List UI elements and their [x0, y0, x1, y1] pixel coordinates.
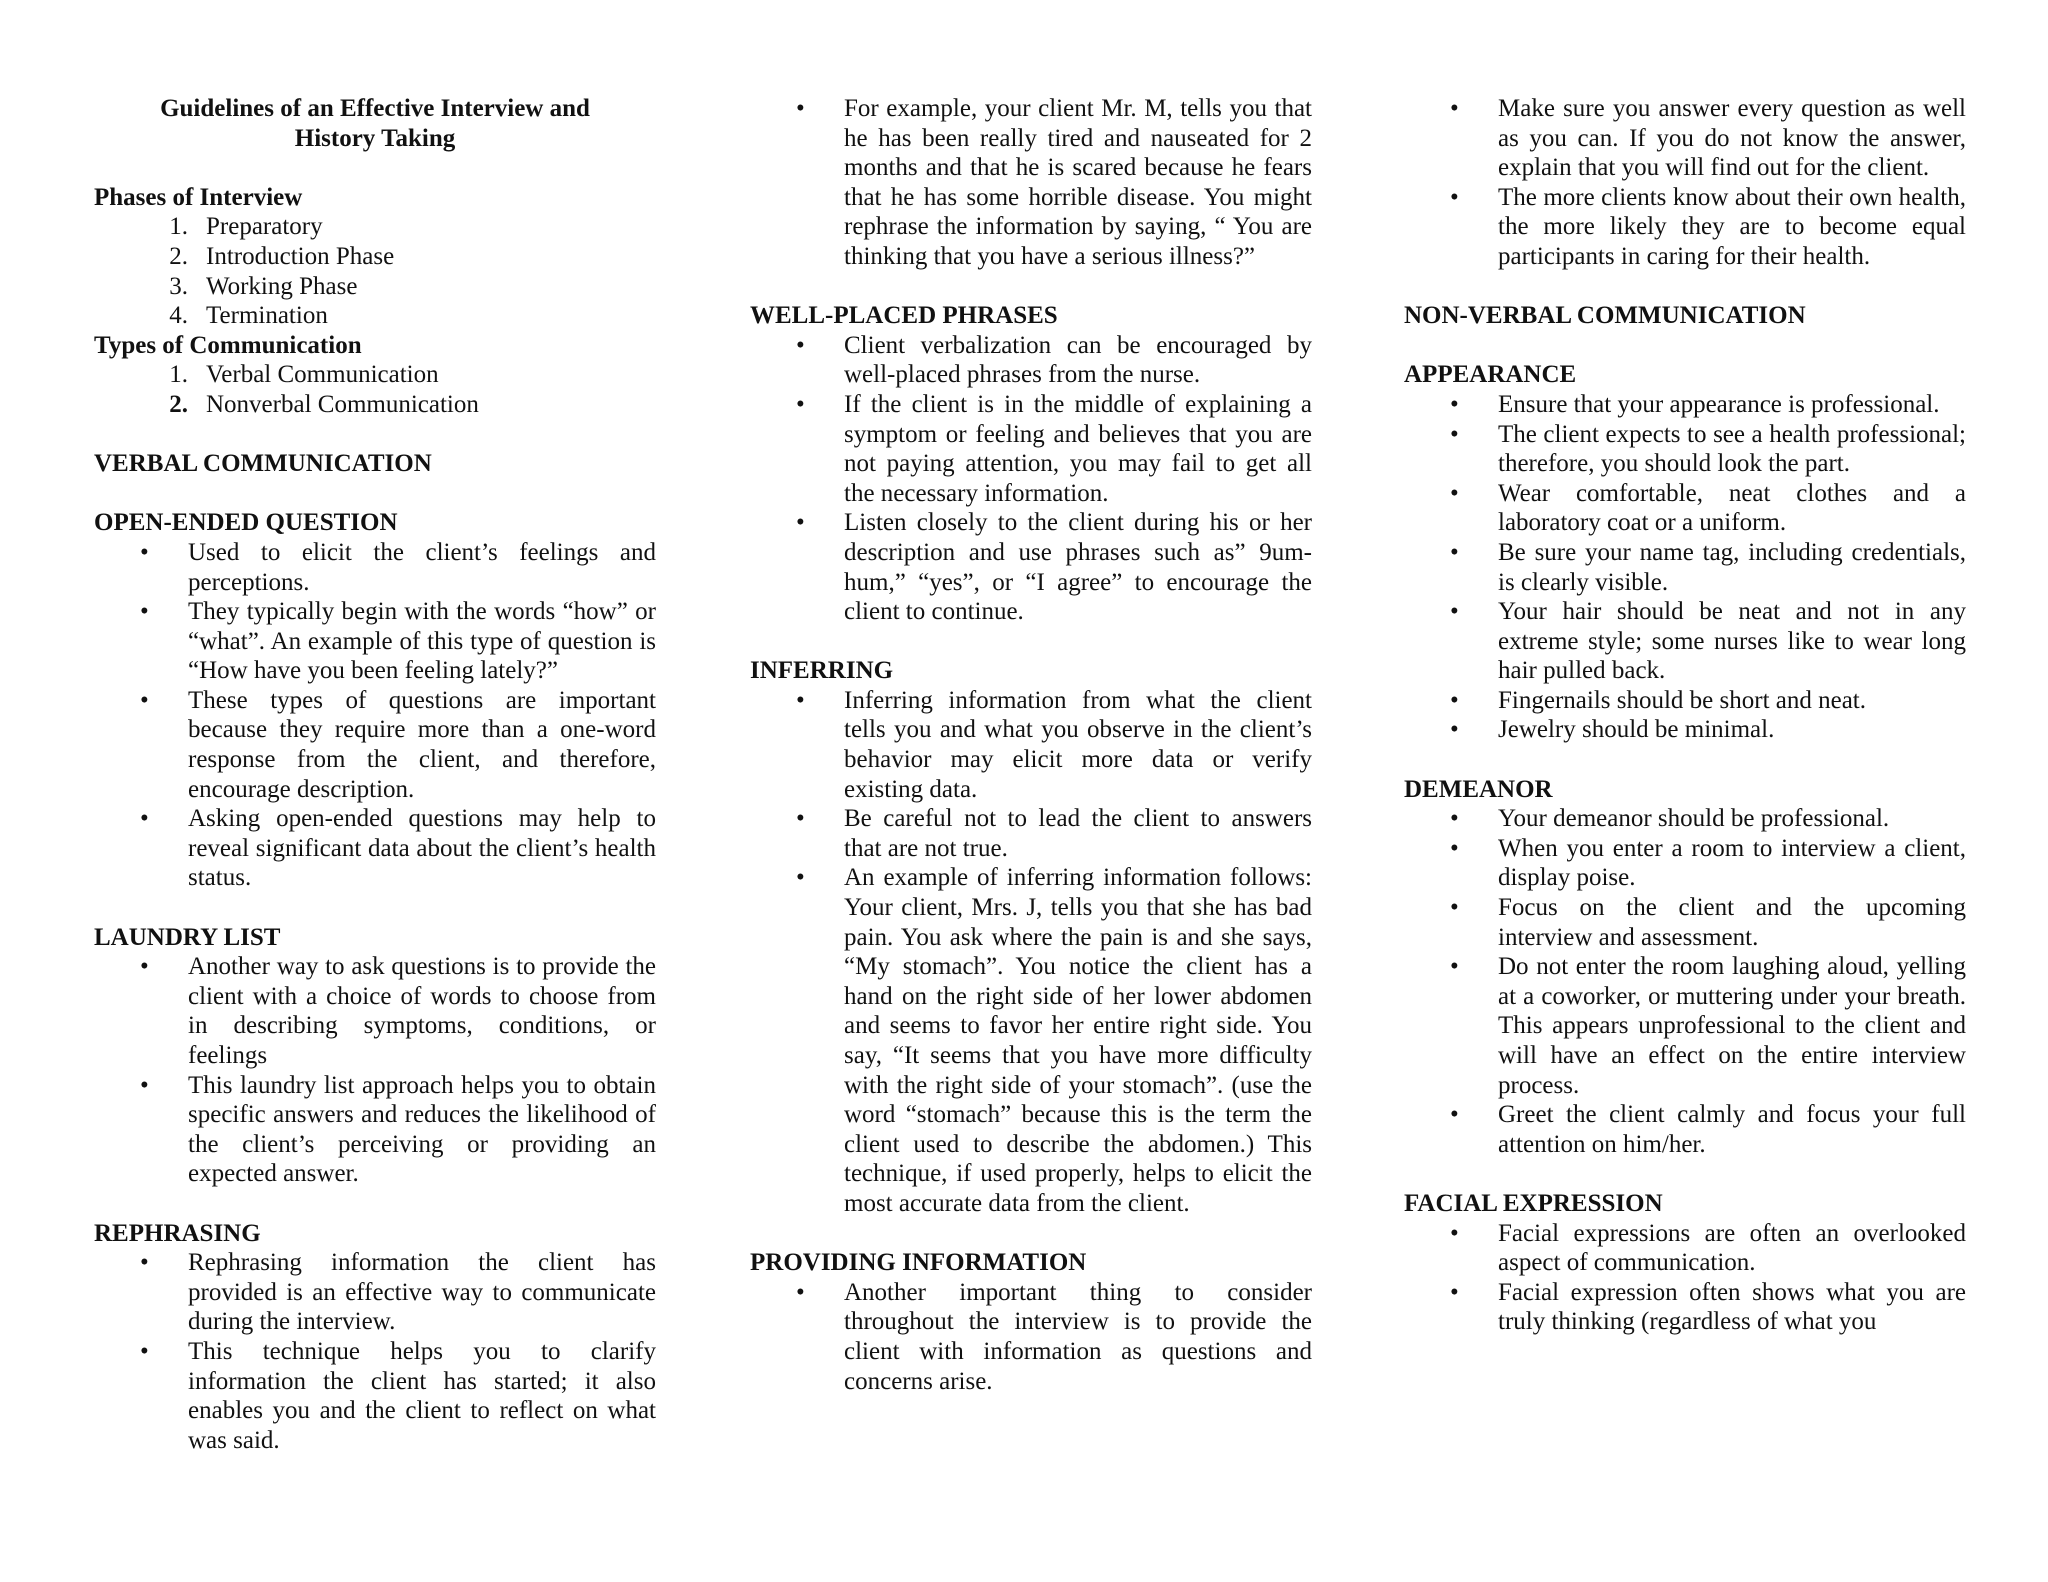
- bullet-text: Client verbalization can be encouraged by well-placed phrases from the nurse.: [844, 331, 1312, 389]
- bullet-item: [750, 686, 1312, 804]
- bullet-item: [1404, 597, 1966, 686]
- bullet-text: Ensure that your appearance is professional.: [1498, 390, 1940, 418]
- inferring-heading: INFERRING: [750, 657, 894, 685]
- bullet-icon: •: [1450, 894, 1459, 922]
- rephrasing-list: [94, 1248, 656, 1455]
- providing-continued-list: [1404, 94, 1966, 272]
- bullet-icon: •: [1450, 183, 1459, 211]
- verbal-heading: VERBAL COMMUNICATION: [94, 450, 432, 478]
- bullet-item: [750, 804, 1312, 863]
- rephrasing-heading: REPHRASING: [94, 1219, 261, 1247]
- list-number: 2.: [169, 390, 188, 418]
- bullet-icon: •: [140, 1337, 149, 1365]
- spacer: [94, 1189, 656, 1219]
- nonverbal-heading: NON-VERBAL COMMUNICATION: [1404, 302, 1806, 330]
- bullet-icon: •: [1450, 805, 1459, 833]
- bullet-text: Jewelry should be minimal.: [1498, 716, 1775, 744]
- inferring-list: [750, 686, 1312, 1219]
- bullet-text: Your demeanor should be professional.: [1498, 805, 1890, 833]
- list-item: [94, 360, 656, 390]
- bullet-text: Facial expressions are often an overlooked aspect of communication.: [1498, 1219, 1966, 1277]
- bullet-text: Used to elicit the client’s feelings and perceptions.: [188, 538, 656, 596]
- bullet-text: They typically begin with the words “how” or “what”. An example of this type of question is “How have you been feeling lately?”: [188, 598, 656, 685]
- bullet-text: Be careful not to lead the client to answers that are not true.: [844, 805, 1312, 862]
- spacer: [94, 420, 656, 450]
- bullet-icon: •: [140, 805, 149, 833]
- spacer: [1404, 745, 1966, 775]
- open-ended-list: [94, 538, 656, 893]
- list-text: Nonverbal Communication: [206, 390, 479, 418]
- bullet-icon: •: [140, 686, 149, 714]
- facial-expression-heading: FACIAL EXPRESSION: [1404, 1189, 1663, 1217]
- bullet-text: Wear comfortable, neat clothes and a laboratory coat or a uniform.: [1498, 479, 1966, 537]
- bullet-item: [94, 686, 656, 804]
- column-2: [750, 94, 1312, 1396]
- list-text: Verbal Communication: [206, 361, 439, 389]
- bullet-item: [1404, 420, 1966, 479]
- phases-heading: Phases of Interview: [94, 183, 303, 211]
- bullet-item: [1404, 94, 1966, 183]
- laundry-heading: LAUNDRY LIST: [94, 923, 281, 951]
- bullet-text: Facial expression often shows what you are truly thinking (regardless of what you: [1498, 1278, 1966, 1336]
- bullet-icon: •: [1450, 716, 1459, 744]
- bullet-item: [1404, 390, 1966, 420]
- list-text: Introduction Phase: [206, 242, 395, 270]
- rephrasing-example-list: [750, 94, 1312, 272]
- appearance-heading: APPEARANCE: [1404, 361, 1577, 389]
- spacer: [750, 272, 1312, 302]
- bullet-icon: •: [796, 686, 805, 714]
- bullet-text: Rephrasing information the client has provided is an effective way to communicate during the interview.: [188, 1249, 656, 1336]
- bullet-icon: •: [1450, 834, 1459, 862]
- bullet-item: [1404, 686, 1966, 716]
- laundry-list: [94, 952, 656, 1189]
- bullet-icon: •: [1450, 479, 1459, 507]
- spacer: [750, 627, 1312, 657]
- bullet-icon: •: [1450, 953, 1459, 981]
- bullet-item: [94, 1337, 656, 1455]
- bullet-item: [750, 390, 1312, 508]
- types-heading: Types of Communication: [94, 331, 362, 359]
- bullet-icon: •: [140, 598, 149, 626]
- bullet-icon: •: [1450, 390, 1459, 418]
- spacer: [94, 479, 656, 509]
- column-1: [94, 94, 656, 1455]
- facial-expression-list: [1404, 1219, 1966, 1337]
- bullet-text: Be sure your name tag, including credentials, is clearly visible.: [1498, 538, 1966, 596]
- list-text: Preparatory: [206, 213, 323, 241]
- bullet-item: [1404, 538, 1966, 597]
- bullet-icon: •: [140, 953, 149, 981]
- providing-list: [750, 1278, 1312, 1396]
- bullet-item: [94, 804, 656, 893]
- bullet-icon: •: [1450, 538, 1459, 566]
- bullet-text: If the client is in the middle of explaining a symptom or feeling and believes that you are not paying attention, you may fail to get all the necessary information.: [844, 390, 1312, 507]
- bullet-item: [1404, 952, 1966, 1100]
- spacer: [94, 153, 656, 183]
- bullet-text: Make sure you answer every question as well as you can. If you do not know the answer, explain that you will find out for the client.: [1498, 95, 1966, 182]
- bullet-icon: •: [1450, 1101, 1459, 1129]
- bullet-text: These types of questions are important because they require more than a one-word response from the client, and therefore, encourage description.: [188, 686, 656, 803]
- bullet-icon: •: [140, 538, 149, 566]
- bullet-item: [1404, 479, 1966, 538]
- spacer: [94, 893, 656, 923]
- bullet-icon: •: [1450, 1278, 1459, 1306]
- bullet-item: [750, 1278, 1312, 1396]
- bullet-text: The client expects to see a health professional; therefore, you should look the part.: [1498, 420, 1966, 478]
- bullet-item: [1404, 1219, 1966, 1278]
- list-item: [94, 301, 656, 331]
- bullet-text: Asking open-ended questions may help to reveal significant data about the client’s health status.: [188, 805, 656, 892]
- bullet-item: [94, 1248, 656, 1337]
- bullet-icon: •: [140, 1071, 149, 1099]
- list-text: Working Phase: [206, 272, 358, 300]
- bullet-item: [1404, 1278, 1966, 1337]
- appearance-list: [1404, 390, 1966, 745]
- types-list: [94, 360, 656, 419]
- open-ended-heading: OPEN-ENDED QUESTION: [94, 509, 398, 537]
- bullet-text: The more clients know about their own health, the more likely they are to become equal participants in caring for their health.: [1498, 183, 1966, 270]
- bullet-text: Fingernails should be short and neat.: [1498, 686, 1866, 714]
- spacer: [1404, 331, 1966, 361]
- spacer: [1404, 1159, 1966, 1189]
- title-line-2: History Taking: [294, 124, 456, 152]
- bullet-icon: •: [796, 864, 805, 892]
- bullet-text: Another way to ask questions is to provide the client with a choice of words to choose from in describing symptoms, conditions, or feelings: [188, 953, 656, 1069]
- bullet-text: For example, your client Mr. M, tells you that he has been really tired and nauseated for 2 months and that he is scared because he fears that he has some horrible disease. You might rephrase the information by saying, “ You are thinking that you have a serious illness?”: [844, 95, 1312, 270]
- bullet-text: When you enter a room to interview a client, display poise.: [1498, 834, 1966, 892]
- title-line-1: Guidelines of an Effective Interview and: [160, 95, 590, 122]
- bullet-item: [1404, 834, 1966, 893]
- well-placed-list: [750, 331, 1312, 627]
- column-3: [1404, 94, 1966, 1337]
- well-placed-heading: WELL-PLACED PHRASES: [750, 302, 1058, 330]
- bullet-item: [1404, 183, 1966, 272]
- bullet-text: Inferring information from what the client tells you and what you observe in the client’s behavior may elicit more data or verify existing data.: [844, 686, 1312, 803]
- bullet-item: [94, 597, 656, 686]
- spacer: [750, 1219, 1312, 1249]
- demeanor-heading: DEMEANOR: [1404, 775, 1553, 803]
- bullet-item: [94, 538, 656, 597]
- bullet-icon: •: [796, 509, 805, 537]
- bullet-item: [1404, 804, 1966, 834]
- bullet-item: [94, 1071, 656, 1189]
- bullet-text: Listen closely to the client during his or her description and use phrases such as” 9um-hum,” “yes”, or “I agree” to encourage the client to continue.: [844, 509, 1312, 626]
- list-item: [94, 390, 656, 420]
- list-item: [94, 272, 656, 302]
- demeanor-list: [1404, 804, 1966, 1159]
- list-text: Termination: [206, 302, 328, 330]
- bullet-icon: •: [1450, 686, 1459, 714]
- bullet-text: Another important thing to consider throughout the interview is to provide the client with information as questions and concerns arise.: [844, 1278, 1312, 1395]
- bullet-text: Your hair should be neat and not in any extreme style; some nurses like to wear long hair pulled back.: [1498, 598, 1966, 685]
- list-number: 2.: [169, 242, 188, 270]
- list-item: [94, 212, 656, 242]
- bullet-item: [750, 331, 1312, 390]
- bullet-icon: •: [140, 1249, 149, 1277]
- bullet-icon: •: [796, 805, 805, 833]
- bullet-text: This technique helps you to clarify information the client has started; it also enables you and the client to reflect on what was said.: [188, 1337, 656, 1454]
- bullet-text: Focus on the client and the upcoming interview and assessment.: [1498, 894, 1966, 951]
- bullet-icon: •: [1450, 420, 1459, 448]
- list-number: 4.: [169, 302, 188, 330]
- document-title: [94, 94, 656, 153]
- bullet-item: [1404, 893, 1966, 952]
- list-number: 1.: [169, 361, 188, 389]
- phases-list: [94, 212, 656, 330]
- bullet-item: [750, 94, 1312, 272]
- spacer: [1404, 272, 1966, 302]
- providing-heading: PROVIDING INFORMATION: [750, 1249, 1087, 1277]
- bullet-icon: •: [796, 390, 805, 418]
- bullet-icon: •: [796, 331, 805, 359]
- list-number: 1.: [169, 213, 188, 241]
- bullet-icon: •: [796, 95, 805, 122]
- bullet-icon: •: [1450, 95, 1459, 122]
- bullet-icon: •: [1450, 598, 1459, 626]
- bullet-text: This laundry list approach helps you to obtain specific answers and reduces the likelihood of the client’s perceiving or providing an expected answer.: [188, 1071, 656, 1188]
- bullet-item: [750, 863, 1312, 1218]
- bullet-icon: •: [1450, 1219, 1459, 1247]
- list-number: 3.: [169, 272, 188, 300]
- bullet-item: [1404, 1100, 1966, 1159]
- bullet-item: [1404, 715, 1966, 745]
- bullet-text: An example of inferring information follows: Your client, Mrs. J, tells you that she has bad pain. You ask where the pain is and she says, “My stomach”. You notice the client has a hand on the right side of her lower abdomen and seems to favor her entire right side. You say, “It seems that you have more difficulty with the right side of your stomach”. (use the word “stomach” because this is the term the client used to describe the abdomen.) This technique, if used properly, helps to elicit the most accurate data from the client.: [844, 864, 1312, 1217]
- bullet-text: Greet the client calmly and focus your full attention on him/her.: [1498, 1101, 1966, 1158]
- bullet-icon: •: [796, 1278, 805, 1306]
- list-item: [94, 242, 656, 272]
- bullet-item: [750, 508, 1312, 626]
- bullet-item: [94, 952, 656, 1070]
- bullet-text: Do not enter the room laughing aloud, yelling at a coworker, or muttering under your breath. This appears unprofessional to the client and will have an effect on the entire interview process.: [1498, 953, 1966, 1099]
